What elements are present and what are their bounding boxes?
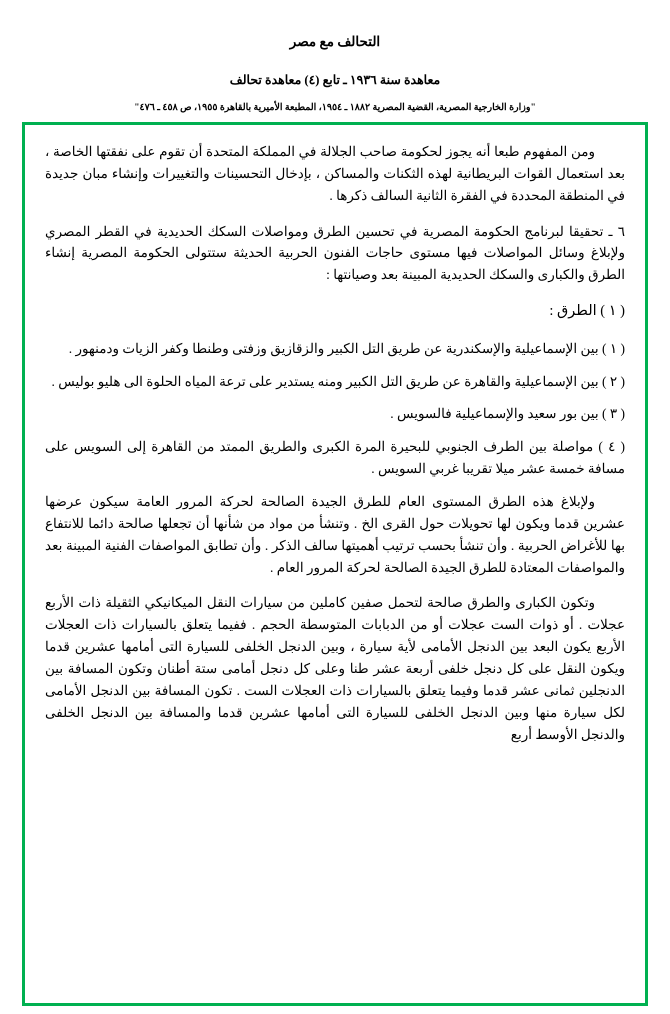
document-header bbox=[0, 0, 670, 113]
page-subtitle: معاهدة سنة ١٩٣٦ ـ تابع (٤) معاهدة تحالف bbox=[229, 73, 441, 87]
paragraph: ( ٤ ) مواصلة بين الطرف الجنوبي للبحيرة المرة الكبرى والطريق الممتد من القاهرة إلى السويس على مسافة خمسة عشر ميلا تقريبا غربي السويس . bbox=[45, 439, 625, 477]
document-body bbox=[45, 141, 625, 745]
paragraph: ( ١ ) بين الإسماعيلية والإسكندرية عن طريق التل الكبير والزقازيق وزفتى وطنطا وكفر الزيات ودمنهور . bbox=[68, 340, 625, 356]
paragraph: وتكون الكبارى والطرق صالحة لتحمل صفين كاملين من سيارات النقل الميكانيكي الثقيلة ذات الأربع عجلات . أو ذوات الست عجلات أو من الدبابات المتوسطة الحجم . ففيما يتعلق بالسيارات ذات العجلات الأربع يكون البعد بين الدنجل الأمامى لأية سيارة ، وبين الدنجل الخلفى للسيارة التى أمامها عشرين قدما ويكون النقل على كل دنجل خلفى أربعة عشر طنا وعلى كل دنجل أمامى ستة أطنان وتكون المسافة بين الدنجلين ثمانى عشر قدما وفيما يتعلق بالسيارات ذات العجلات الست . تكون المسافة بين الدنجل الأمامى لكل سيارة منها وبين الدنجل الخلفى للسيارة التى أمامها عشرين قدما والمسافة بين الدنجل الخلفى والدنجل الأوسط أربع bbox=[45, 595, 625, 742]
bordered-text-frame bbox=[22, 122, 648, 1006]
section-heading: ( ١ ) الطرق : bbox=[549, 303, 625, 320]
paragraph: ٦ ـ تحقيقا لبرنامج الحكومة المصرية في تحسين الطرق ومواصلات السكك الحديدية في القطر المصري ولإبلاغ وسائل المواصلات فيها مستوى حاجات الفنون الحربية الحديثة ستتولى الحكومة المصرية إنشاء الطرق والكبارى والسكك الحديدية المبينة بعد وصيانتها : bbox=[45, 223, 625, 283]
page-title: التحالف مع مصر bbox=[289, 34, 381, 49]
paragraph: ولإبلاغ هذه الطرق المستوى العام للطرق الجيدة الصالحة لحركة المرور العامة سيكون عرضها عشرين قدما ويكون لها تحويلات حول القرى الخ . وتنشأ من مواد من شأنها أن تجعلها صالحة دائما للانتفاع بها للأغراض الحربية . وأن تنشأ بحسب ترتيب أهميتها سالف الذكر . وأن تطابق المواصفات الفنية المبينة بعد والمواصفات المعتادة للطرق الجيدة الصالحة لحركة المرور العام . bbox=[45, 493, 625, 575]
paragraph: ومن المفهوم طبعا أنه يجوز لحكومة صاحب الجلالة في المملكة المتحدة أن تقوم على نفقتها الخاصة ، بعد استعمال القوات البريطانية لهذه الثكنات والمساكن ، بإدخال التحسينات والتغييرات وإنشاء مبان جديدة في المنطقة المحددة في الفقرة الثانية السالف ذكرها . bbox=[45, 144, 625, 203]
source-citation: "وزارة الخارجية المصرية، القضية المصرية ١٨٨٢ ـ ١٩٥٤، المطبعة الأميرية بالقاهرة ١٩٥٥، ص ٤٥٨ ـ ٤٧٦" bbox=[134, 103, 536, 113]
paragraph: ( ٢ ) بين الإسماعيلية والقاهرة عن طريق التل الكبير ومنه يستدير على ترعة المياه الحلوة الى هليو بوليس . bbox=[51, 373, 625, 389]
paragraph: ( ٣ ) بين بور سعيد والإسماعيلية فالسويس . bbox=[390, 406, 625, 422]
